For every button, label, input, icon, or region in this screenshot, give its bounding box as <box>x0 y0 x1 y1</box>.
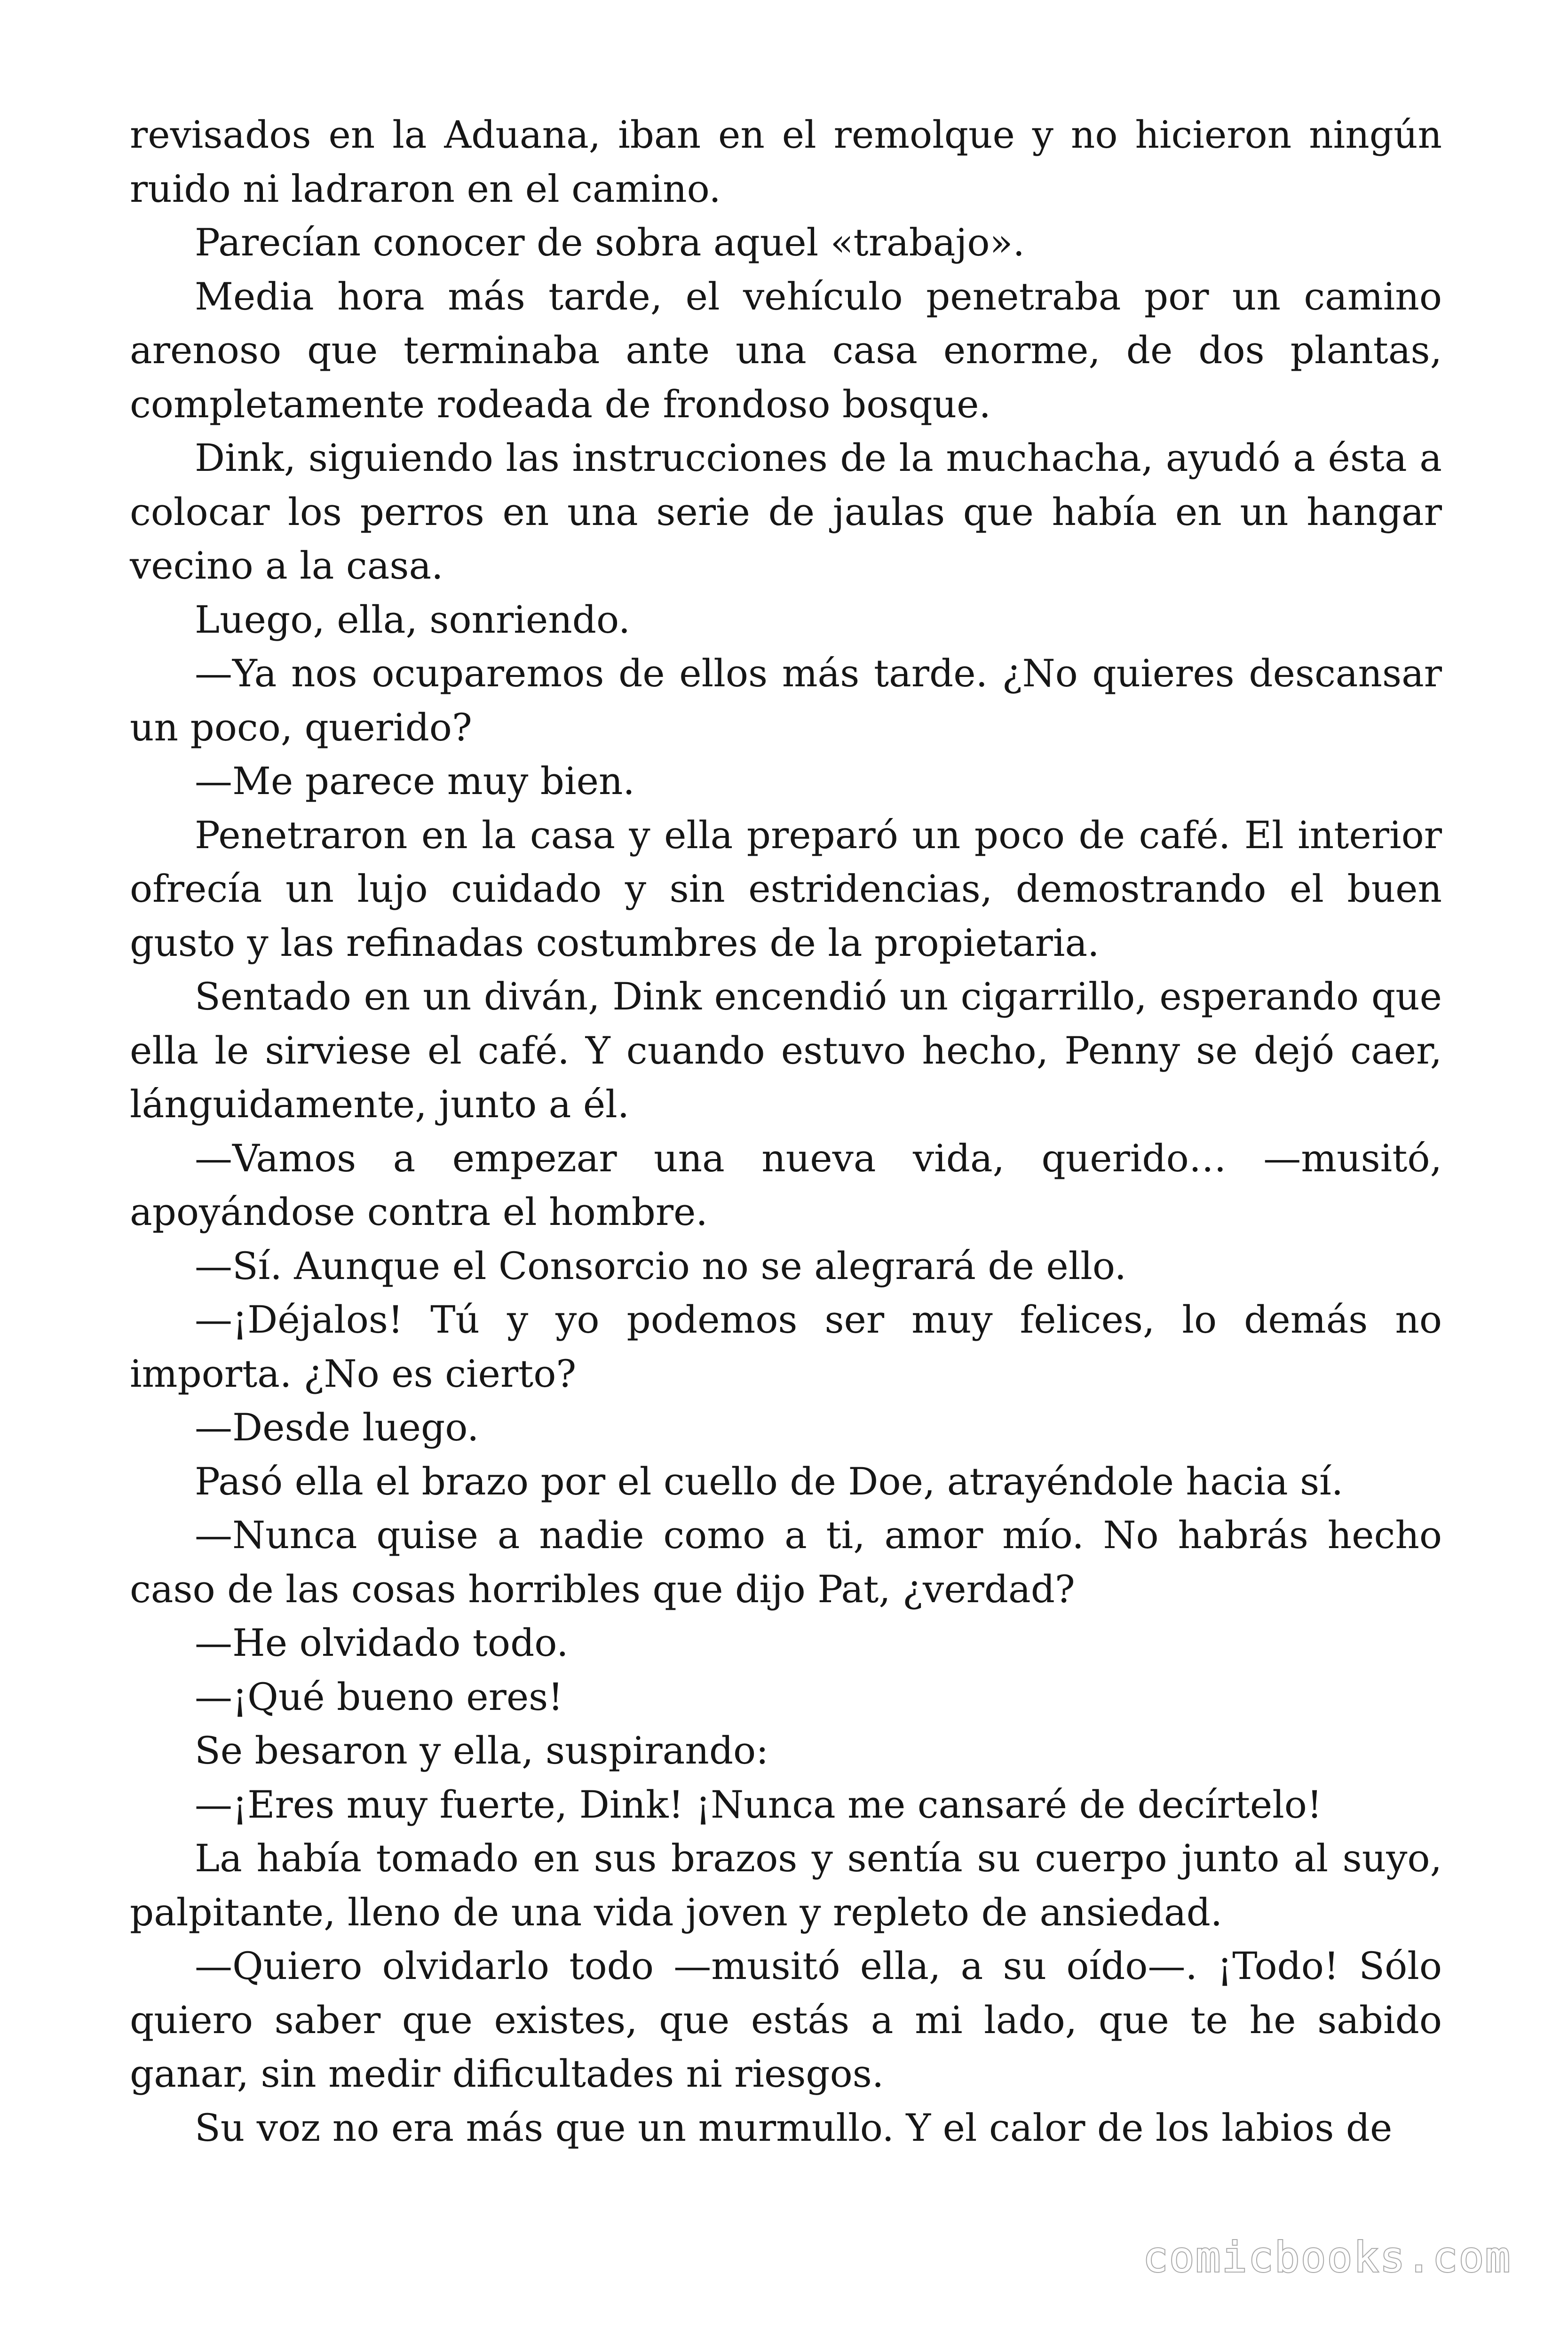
body-text <box>130 108 1442 2155</box>
paragraph-11: —Sí. Aunque el Consorcio no se alegrará de ello. <box>195 1244 1127 1288</box>
paragraph-16: —He olvidado todo. <box>195 1621 569 1665</box>
paragraph-8: Penetraron en la casa y ella preparó un poco de café. El interior ofrecía un lujo cuidado y sin estridencias, demostrando el buen gusto y las refinadas costumbres de la propietaria. <box>130 813 1442 965</box>
paragraph-2: Parecían conocer de sobra aquel «trabajo». <box>195 221 1025 264</box>
paragraph-4: Dink, siguiendo las instrucciones de la muchacha, ayudó a ésta a colocar los perros en una serie de jaulas que había en un hangar vecino a la casa. <box>130 436 1442 588</box>
paragraph-17: —¡Qué bueno eres! <box>195 1675 563 1719</box>
paragraph-14: Pasó ella el brazo por el cuello de Doe, atrayéndole hacia sí. <box>195 1459 1344 1503</box>
paragraph-5: Luego, ella, sonriendo. <box>195 597 631 642</box>
paragraph-18: Se besaron y ella, suspirando: <box>195 1729 769 1772</box>
paragraph-10: —Vamos a empezar una nueva vida, querido… —musitó, apoyándose contra el hombre. <box>130 1136 1442 1234</box>
paragraph-7: —Me parece muy bien. <box>195 759 635 803</box>
paragraph-22: Su voz no era más que un murmullo. Y el calor de los labios de <box>195 2106 1393 2150</box>
paragraph-1: revisados en la Aduana, iban en el remolque y no hicieron ningún ruido ni ladraron en el camino. <box>130 113 1442 211</box>
paragraph-3: Media hora más tarde, el vehículo penetraba por un camino arenoso que terminaba ante una casa enorme, de dos plantas, completamente rodeada de frondoso bosque. <box>130 274 1442 426</box>
paragraph-20: La había tomado en sus brazos y sentía su cuerpo junto al suyo, palpitante, lleno de una vida joven y repleto de ansiedad. <box>130 1836 1442 1934</box>
paragraph-6: —Ya nos ocuparemos de ellos más tarde. ¿No quieres descansar un poco, querido? <box>130 652 1442 749</box>
paragraph-12: —¡Déjalos! Tú y yo podemos ser muy felices, lo demás no importa. ¿No es cierto? <box>130 1298 1442 1396</box>
paragraph-19: —¡Eres muy fuerte, Dink! ¡Nunca me cansaré de decírtelo! <box>195 1782 1323 1827</box>
paragraph-15: —Nunca quise a nadie como a ti, amor mío. No habrás hecho caso de las cosas horribles que dijo Pat, ¿verdad? <box>130 1513 1442 1611</box>
paragraph-9: Sentado en un diván, Dink encendió un cigarrillo, esperando que ella le sirviese el café. Y cuando estuvo hecho, Penny se dejó caer, lánguidamente, junto a él. <box>130 975 1442 1126</box>
paragraph-21: —Quiero olvidarlo todo —musitó ella, a su oído—. ¡Todo! Sólo quiero saber que existes, que estás a mi lado, que te he sabido ganar, sin medir dificultades ni riesgos. <box>130 1944 1442 2096</box>
watermark-text: comicbooks.com <box>1143 2233 1512 2281</box>
paragraph-13: —Desde luego. <box>195 1406 479 1449</box>
